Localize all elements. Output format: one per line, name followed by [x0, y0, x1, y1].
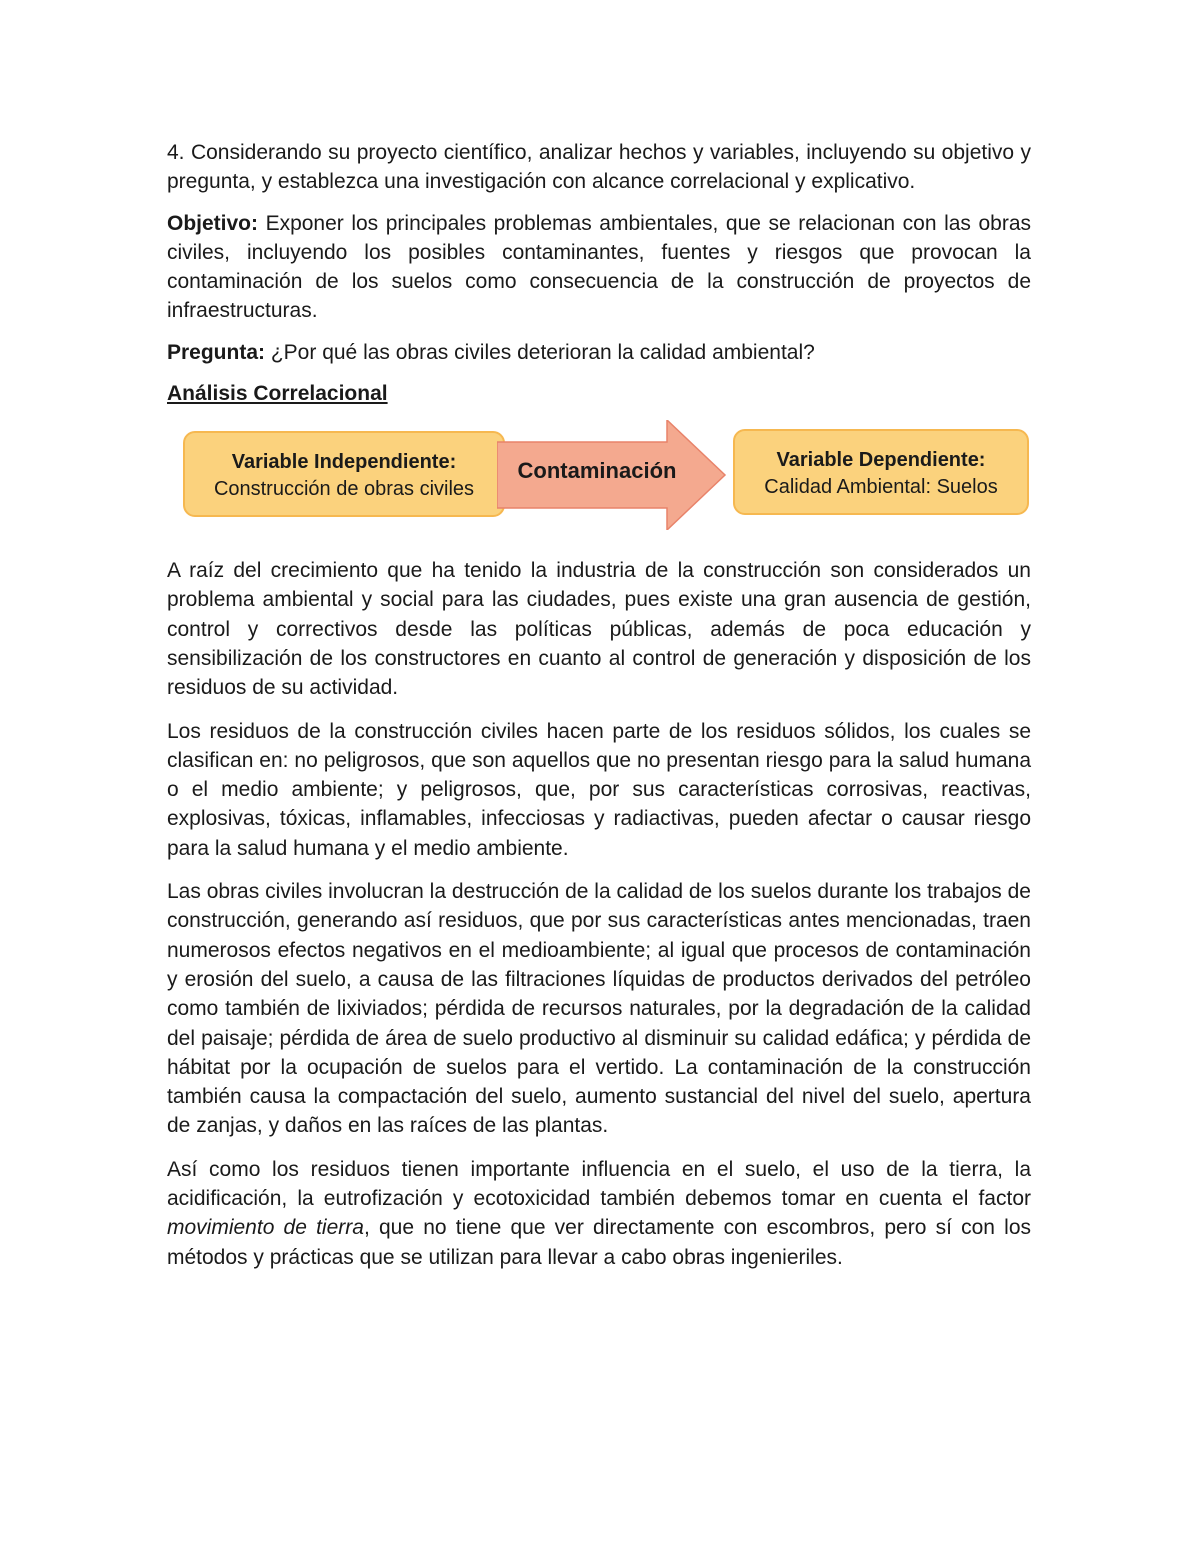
dependent-variable-value: Calidad Ambiental: Suelos [764, 476, 998, 499]
body-paragraph-1: A raíz del crecimiento que ha tenido la industria de la construcción son considerados un problema ambiental y social para las ciudades, pues existe una gran ausencia de gestión, control y correctivos desde las políticas públicas, además de poca educación y sensibilización de los constructores en cuanto al control de generación y disposición de los residuos de su actividad. [167, 559, 1031, 700]
question-label: Pregunta: [167, 340, 266, 364]
correlation-diagram [167, 420, 1031, 538]
dependent-variable-box [733, 429, 1029, 515]
objective-text: Exponer los principales problemas ambientales, que se relacionan con las obras civiles, incluyendo los posibles contaminantes, fuentes y riesgos que provocan la contaminación de los suelos como consecuencia de la construcción de proyectos de infraestructuras. [167, 211, 1031, 323]
independent-variable-title: Variable Independiente: [231, 451, 457, 474]
intro-paragraph: 4. Considerando su proyecto científico, analizar hechos y variables, incluyendo su objetivo y pregunta, y establezca una investigación con alcance correlacional y explicativo. [167, 141, 1031, 194]
body-paragraph-2: Los residuos de la construcción civiles hacen parte de los residuos sólidos, los cuales se clasifican en: no peligrosos, que son aquellos que no presentan riesgo para la salud humana o el medio ambiente; y peligrosos, que, por sus características corrosivas, reactivas, explosivas, tóxicas, inflamables, infecciosas y radiactivas, pueden afectar o causar riesgo para la salud humana y el medio ambiente. [167, 719, 1031, 860]
last-paragraph-after: , que no tiene que ver directamente con escombros, pero sí con los métodos y prácticas que se utilizan para llevar a cabo obras ingenieriles. [167, 1216, 1031, 1269]
dependent-variable-title: Variable Dependiente: [776, 449, 986, 472]
last-paragraph-before: Así como los residuos tienen importante influencia en el suelo, el uso de la tierra, la acidificación, la eutrofización y ecotoxicidad también debemos tomar en cuenta el factor [167, 1157, 1031, 1211]
question-paragraph [167, 338, 1031, 367]
objective-label: Objetivo: [167, 211, 259, 235]
section-heading: Análisis Correlacional [167, 382, 388, 406]
question-text: ¿Por qué las obras civiles deterioran la calidad ambiental? [265, 340, 815, 364]
document-body [167, 138, 1031, 1286]
body-paragraph-4 [167, 1155, 1031, 1272]
independent-variable-box [183, 431, 505, 517]
body-paragraph-3: Las obras civiles involucran la destrucción de la calidad de los suelos durante los trabajos de construcción, generando así residuos, que por sus características antes mencionadas, traen numerosos efectos negativos en el medioambiente; al igual que procesos de contaminación y erosión del suelo, a causa de las filtraciones líquidas de productos derivados del petróleo como también de lixiviados; pérdida de recursos naturales, por la degradación de la calidad del paisaje; pérdida de área de suelo productivo al disminuir su calidad edáfica; y pérdida de hábitat por la ocupación de suelos para el vertido. La contaminación de la construcción también causa la compactación del suelo, aumento sustancial del nivel del suelo, apertura de zanjas, y daños en las raíces de las plantas. [167, 880, 1031, 1138]
independent-variable-value: Construcción de obras civiles [213, 478, 475, 501]
arrow-label: Contaminación [517, 458, 677, 484]
last-paragraph-italic: movimiento de tierra [167, 1216, 364, 1240]
objective-paragraph [167, 209, 1031, 326]
